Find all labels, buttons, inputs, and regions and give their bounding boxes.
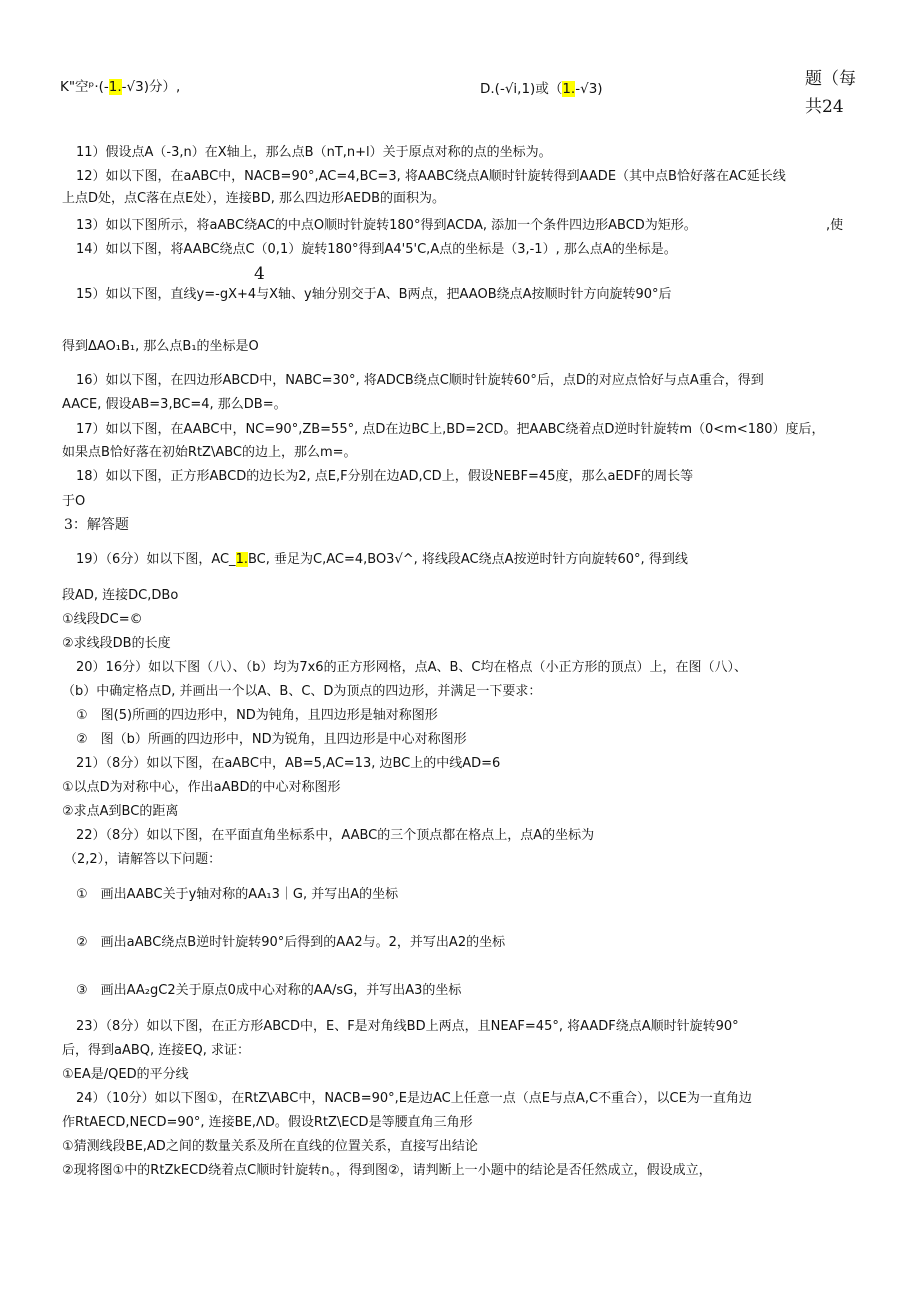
highlight-mark: 1. xyxy=(562,81,576,97)
question-16-line1: 16）如以下图，在四边形ABCD中，NABC=30°, 将ADCB绕点C顺时针旋转60°后，点D的对应点恰好与点A重合，得到 xyxy=(76,373,764,388)
question-19-part2: ②求线段DB的长度 xyxy=(62,636,171,651)
highlight-mark: 1. xyxy=(108,79,122,95)
question-24-part2: ②现将图①中的RtZkECD绕着点C顺时针旋转n。，得到图②，请判断上一小题中的结论是否任然成立，假设成立， xyxy=(62,1163,712,1178)
option-d xyxy=(480,80,603,98)
question-17-line1: 17）如以下图，在AABC中，NC=90°,ZB=55°, 点D在边BC上,BD=2CD。把AABC绕着点D逆时针旋转m（0<m<180）度后， xyxy=(76,422,825,437)
question-19 xyxy=(76,551,688,569)
question-20-line1: 20）16分）如以下图（八）、（b）均为7x6的正方形网格，点A、B、C均在格点（小正方形的顶点）上，在图（八）、 xyxy=(76,660,747,675)
question-17-line2: 如果点B恰好落在初始RtZ\ABC的边上，那么m=。 xyxy=(62,445,357,460)
question-15: 15）如以下图，直线y=-gX+4与X轴、y轴分别交于A、B两点，把AAOB绕点A按顺时针方向旋转90°后 xyxy=(76,287,672,302)
highlight-mark: 1. xyxy=(235,552,248,567)
question-23-part1: ①EA是/QED的平分线 xyxy=(62,1067,189,1082)
question-24-part1: ①猜测线段BE,AD之间的数量关系及所在直线的位置关系，直接写出结论 xyxy=(62,1139,478,1154)
question-20-part2: ② 图（b）所画的四边形中，ND为锐角，且四边形是中心对称图形 xyxy=(76,732,467,747)
option-d-tail: -√3) xyxy=(575,81,603,97)
question-15-line2: 得到ΔAO₁B₁, 那么点B₁的坐标是O xyxy=(62,339,259,354)
question-12-line2: 上点D处，点C落在点E处），连接BD, 那么四边形AEDB的面积为。 xyxy=(62,191,446,206)
question-12-line1: 12）如以下图，在aABC中，NACB=90°,AC=4,BC=3, 将AABC绕点A顺时针旋转得到AADE（其中点B恰好落在AC延长线 xyxy=(76,169,786,184)
section-heading: 3：解答题 xyxy=(64,517,129,533)
question-24-line1: 24）（10分）如以下图①，在RtZ\ABC中，NACB=90°,E是边AC上任意一点（点E与点A,C不重合），以CE为一直角边 xyxy=(76,1091,752,1106)
section-note-line2: 共24 xyxy=(805,97,844,117)
question-11: 11）假设点A（-3,n）在X轴上，那么点B（nT,n+l）关于原点对称的点的坐标为。 xyxy=(76,145,552,160)
option-c-text: K"空ᵖ·(- xyxy=(60,79,109,95)
question-16-line2: AACE, 假设AB=3,BC=4, 那么DB=。 xyxy=(62,397,287,412)
question-13: 13）如以下图所示，将aABC绕AC的中点O顺时针旋转180°得到ACDA, 添加一个条件四边形ABCD为矩形。 xyxy=(76,218,697,233)
question-19-line2: 段AD, 连接DC,DBo xyxy=(62,588,179,603)
question-13-tail: ,使 xyxy=(826,218,844,233)
question-21: 21）（8分）如以下图，在aABC中，AB=5,AC=13, 边BC上的中线AD=6 xyxy=(76,756,501,771)
question-23-line1: 23）（8分）如以下图，在正方形ABCD中，E、F是对角线BD上两点，且NEAF=45°, 将AADF绕点A顺时针旋转90° xyxy=(76,1019,739,1034)
question-23-line2: 后，得到aABQ, 连接EQ, 求证： xyxy=(62,1043,250,1058)
question-18-line2: 于O xyxy=(62,494,86,509)
section-note-line1: 题（每 xyxy=(805,69,856,89)
question-14: 14）如以下图，将AABC绕点C（0,1）旋转180°得到A4'5'C,A点的坐标是（3,-1）, 那么点A的坐标是。 xyxy=(76,242,677,257)
option-c-tail: -√3)分）, xyxy=(121,79,181,95)
question-22-part1: ① 画出AABC关于y轴对称的AA₁3｜G, 并写出A的坐标 xyxy=(76,887,399,902)
question-21-part2: ②求点A到BC的距离 xyxy=(62,804,179,819)
question-22-line1: 22）（8分）如以下图，在平面直角坐标系中，AABC的三个顶点都在格点上，点A的坐标为 xyxy=(76,828,595,843)
question-18-line1: 18）如以下图，正方形ABCD的边长为2, 点E,F分别在边AD,CD上，假设NEBF=45度，那么aEDF的周长等 xyxy=(76,469,694,484)
fraction-digit: 4 xyxy=(254,264,265,284)
question-22-part3: ③ 画出AA₂gC2关于原点0成中心对称的AA/sG，并写出A3的坐标 xyxy=(76,983,462,998)
option-c xyxy=(60,78,180,96)
question-19-text: 19）（6分）如以下图，AC_ xyxy=(76,552,236,567)
question-21-part1: ①以点D为对称中心，作出aABD的中心对称图形 xyxy=(62,780,341,795)
question-19-tail: BC, 垂足为C,AC=4,BO3√^, 将线段AC绕点A按逆时针方向旋转60°, 得到线 xyxy=(247,552,688,567)
option-d-text: D.(-√i,1)或（ xyxy=(480,81,563,97)
question-19-part1: ①线段DC=© xyxy=(62,612,143,627)
question-20-part1: ① 图(5)所画的四边形中，ND为钝角，且四边形是轴对称图形 xyxy=(76,708,438,723)
question-22-line2: （2,2），请解答以下问题： xyxy=(64,852,222,867)
question-20-line2: （b）中确定格点D, 并画出一个以A、B、C、D为顶点的四边形，并满足一下要求： xyxy=(62,684,542,699)
question-22-part2: ② 画出aABC绕点B逆时针旋转90°后得到的AA2与。2，并写出A2的坐标 xyxy=(76,935,506,950)
question-24-line2: 作RtAECD,NECD=90°, 连接BE,ΛD。假设RtZ\ECD是等腰直角三角形 xyxy=(62,1115,473,1130)
